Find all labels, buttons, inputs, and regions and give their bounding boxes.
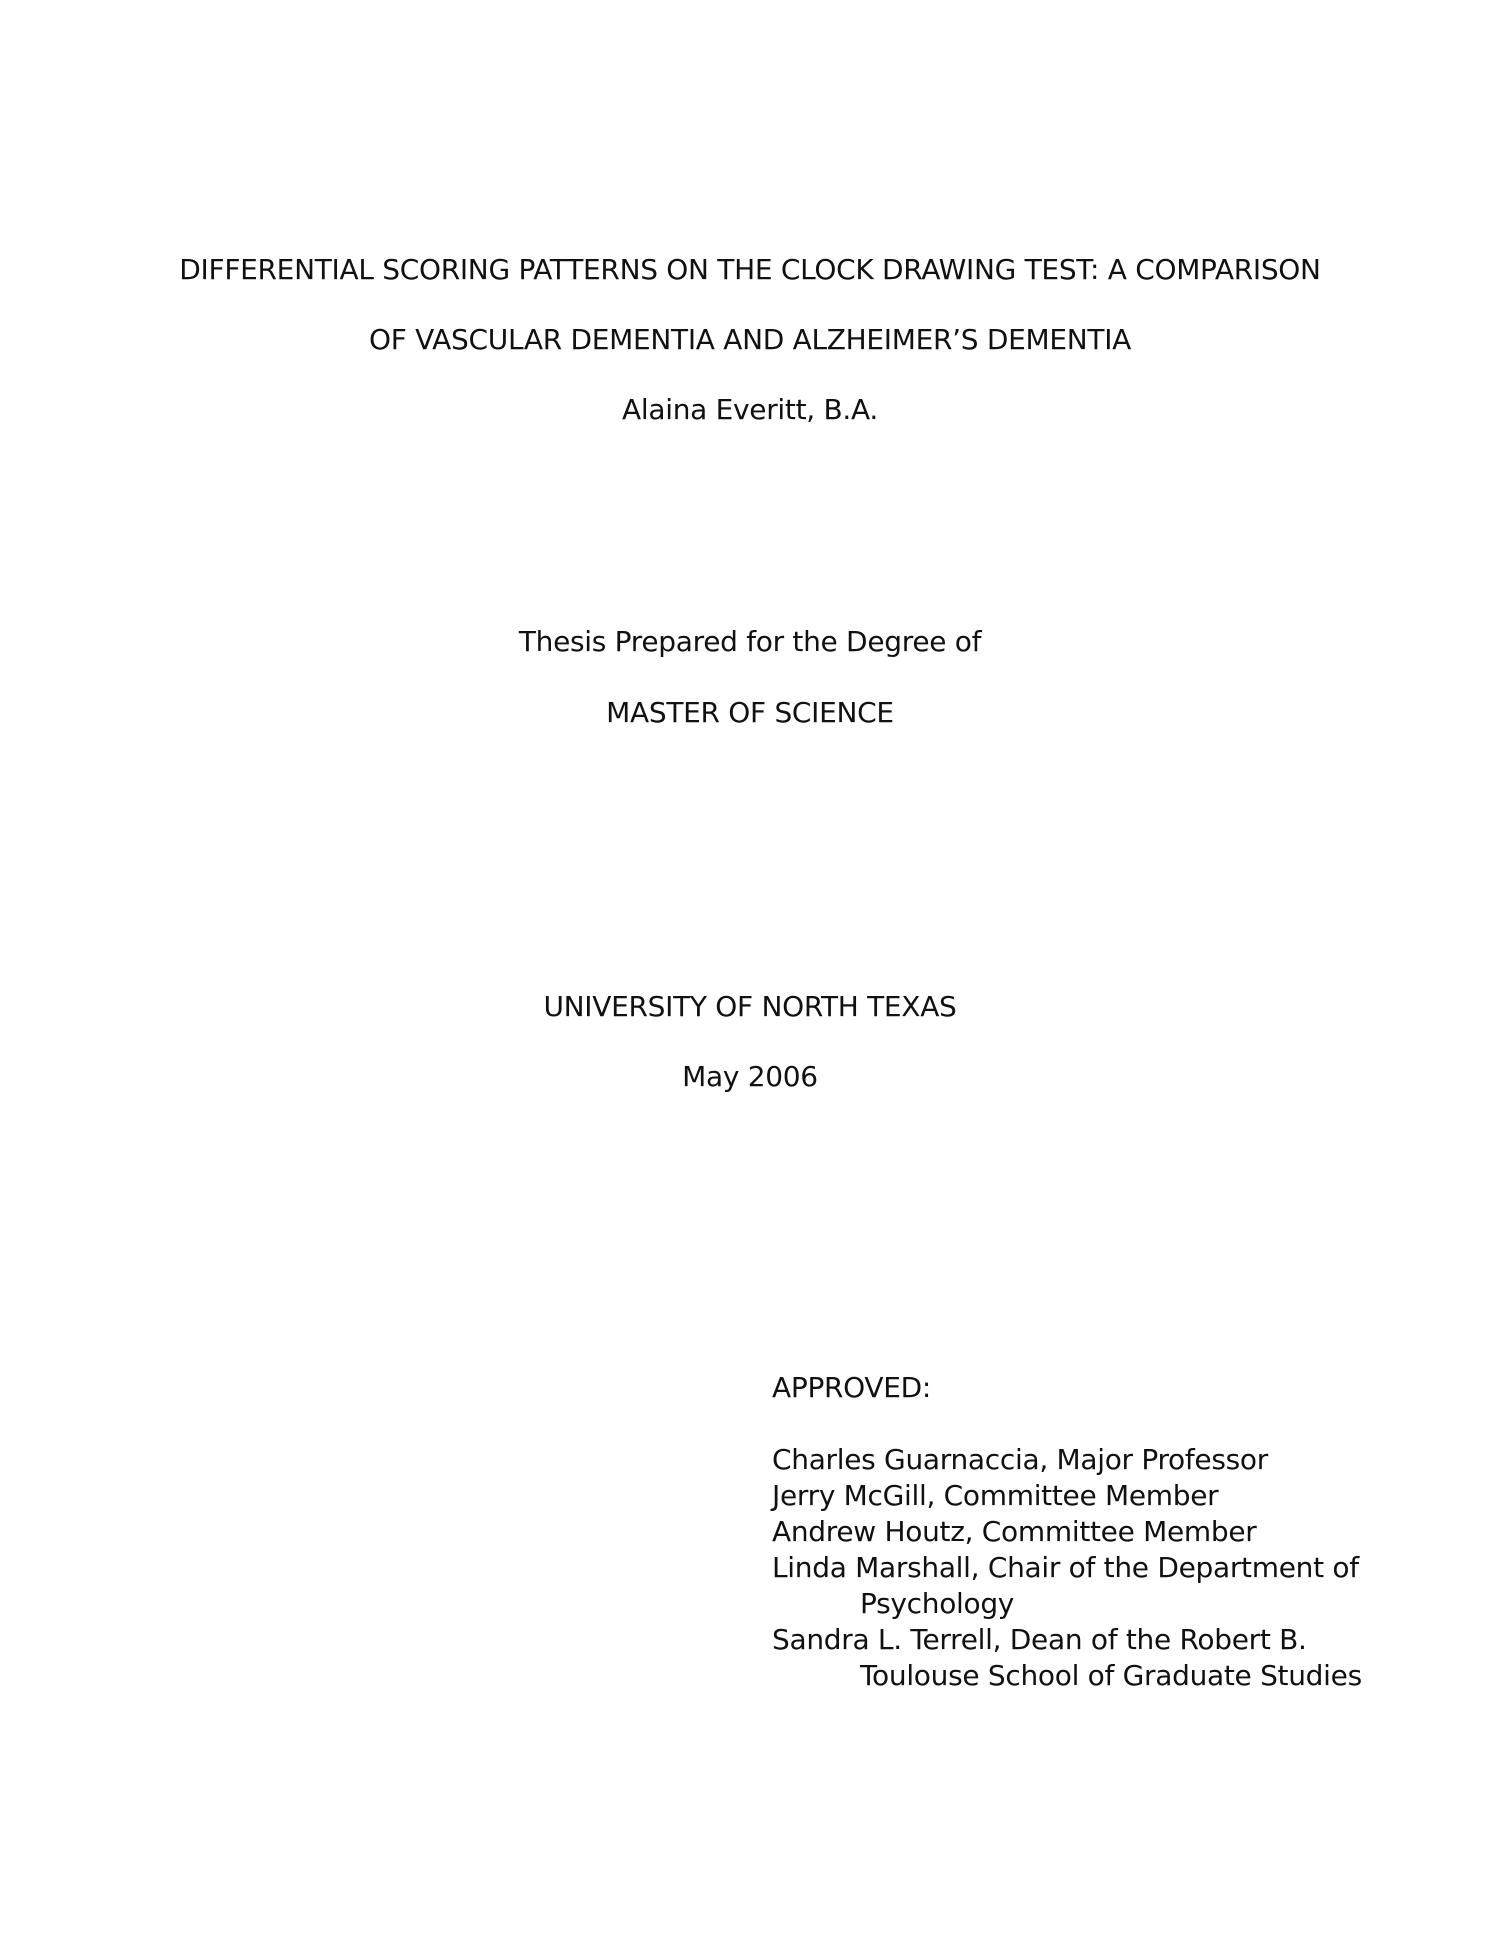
committee-member-line: Andrew Houtz, Committee Member bbox=[772, 1515, 1257, 1548]
committee-member-line: Charles Guarnaccia, Major Professor bbox=[772, 1443, 1268, 1476]
committee-member bbox=[772, 1514, 1362, 1550]
approval-heading: APPROVED: bbox=[772, 1371, 932, 1404]
committee-member bbox=[772, 1622, 1362, 1694]
degree-intro: Thesis Prepared for the Degree of bbox=[518, 625, 982, 658]
committee-member-line: Jerry McGill, Committee Member bbox=[772, 1479, 1219, 1512]
committee-member bbox=[772, 1478, 1362, 1514]
title-line-2: OF VASCULAR DEMENTIA AND ALZHEIMER’S DEMENTIA bbox=[368, 323, 1132, 356]
author-name: Alaina Everitt, B.A. bbox=[622, 393, 878, 426]
committee-member bbox=[772, 1550, 1362, 1622]
university-name: UNIVERSITY OF NORTH TEXAS bbox=[543, 990, 957, 1023]
title-line-1: DIFFERENTIAL SCORING PATTERNS ON THE CLOCK DRAWING TEST: A COMPARISON bbox=[179, 253, 1321, 286]
submission-date: May 2006 bbox=[682, 1060, 818, 1093]
approval-block bbox=[772, 1370, 1362, 1694]
degree-name: MASTER OF SCIENCE bbox=[606, 696, 894, 729]
committee-member-line-continued: Toulouse School of Graduate Studies bbox=[860, 1659, 1362, 1692]
committee-member bbox=[772, 1442, 1362, 1478]
committee-member-line: Linda Marshall, Chair of the Department of bbox=[772, 1551, 1359, 1584]
committee-member-line-continued: Psychology bbox=[860, 1587, 1015, 1620]
committee-member-line: Sandra L. Terrell, Dean of the Robert B. bbox=[772, 1623, 1307, 1656]
